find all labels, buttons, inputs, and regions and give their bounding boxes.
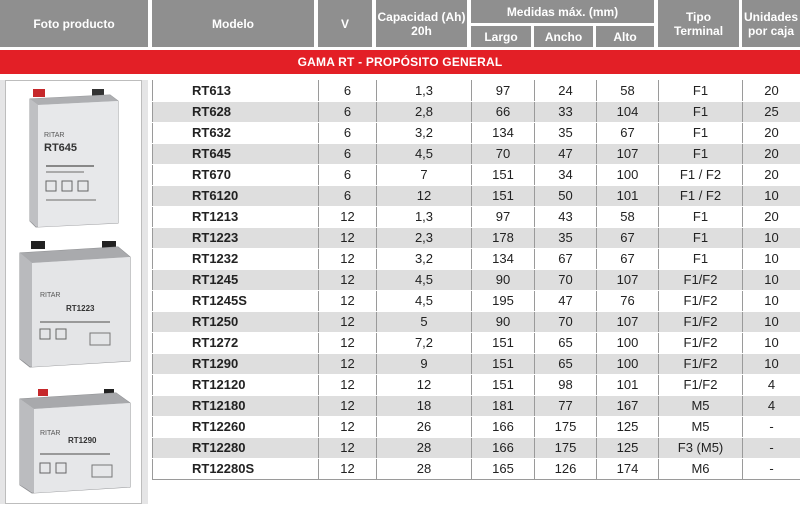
units-cell: 10 (743, 290, 800, 311)
units-cell: 25 (743, 101, 800, 122)
capacity-cell: 2,3 (377, 227, 472, 248)
model-cell: RT12280S (153, 458, 319, 479)
alto-cell: 107 (597, 269, 659, 290)
model-cell: RT628 (153, 101, 319, 122)
capacity-cell: 12 (377, 374, 472, 395)
terminal-cell: F1/F2 (659, 374, 743, 395)
units-cell: - (743, 416, 800, 437)
table-row (153, 332, 800, 353)
table-row (153, 311, 800, 332)
header-dims (471, 0, 654, 23)
largo-cell: 166 (472, 437, 535, 458)
terminal-cell: F1 / F2 (659, 164, 743, 185)
model-cell: RT1245 (153, 269, 319, 290)
table-row (153, 185, 800, 206)
ancho-cell: 98 (535, 374, 597, 395)
voltage-cell: 12 (319, 416, 377, 437)
table-row (153, 164, 800, 185)
model-cell: RT1232 (153, 248, 319, 269)
terminal-cell: F1 (659, 101, 743, 122)
header-model (152, 0, 314, 47)
units-cell: 20 (743, 122, 800, 143)
capacity-cell: 2,8 (377, 101, 472, 122)
model-cell: RT6120 (153, 185, 319, 206)
ancho-cell: 70 (535, 311, 597, 332)
capacity-cell: 1,3 (377, 206, 472, 227)
header-ancho-label: Ancho (544, 29, 583, 44)
units-cell: 4 (743, 395, 800, 416)
capacity-cell: 9 (377, 353, 472, 374)
voltage-cell: 12 (319, 269, 377, 290)
model-cell: RT613 (153, 80, 319, 101)
table-row (153, 437, 800, 458)
alto-cell: 58 (597, 80, 659, 101)
terminal-cell: M6 (659, 458, 743, 479)
table-row (153, 248, 800, 269)
voltage-cell: 12 (319, 332, 377, 353)
capacity-cell: 26 (377, 416, 472, 437)
voltage-cell: 12 (319, 290, 377, 311)
voltage-cell: 12 (319, 353, 377, 374)
table-row (153, 374, 800, 395)
header-photo-label: Foto producto (33, 16, 115, 31)
alto-cell: 167 (597, 395, 659, 416)
ancho-cell: 35 (535, 122, 597, 143)
terminal-cell: F1/F2 (659, 311, 743, 332)
largo-cell: 151 (472, 164, 535, 185)
ancho-cell: 67 (535, 248, 597, 269)
svg-text:RITAR: RITAR (44, 132, 65, 139)
capacity-cell: 3,2 (377, 122, 472, 143)
largo-cell: 151 (472, 185, 535, 206)
alto-cell: 67 (597, 227, 659, 248)
header-dims-label: Medidas máx. (mm) (506, 4, 619, 19)
alto-cell: 100 (597, 332, 659, 353)
units-cell: 20 (743, 164, 800, 185)
ancho-cell: 24 (535, 80, 597, 101)
ancho-cell: 175 (535, 416, 597, 437)
alto-cell: 107 (597, 311, 659, 332)
terminal-cell: F1/F2 (659, 332, 743, 353)
table-row (153, 290, 800, 311)
ancho-cell: 70 (535, 269, 597, 290)
header-voltage-label: V (340, 16, 349, 31)
voltage-cell: 12 (319, 311, 377, 332)
voltage-cell: 6 (319, 122, 377, 143)
svg-text:RT1223: RT1223 (66, 304, 95, 313)
units-cell: 10 (743, 311, 800, 332)
battery-image-rt1223 (6, 233, 141, 383)
header-terminal-label: Tipo Terminal (673, 9, 724, 38)
largo-cell: 134 (472, 122, 535, 143)
photo-column (0, 80, 148, 504)
ancho-cell: 50 (535, 185, 597, 206)
units-cell: 10 (743, 248, 800, 269)
terminal-cell: F3 (M5) (659, 437, 743, 458)
model-cell: RT1250 (153, 311, 319, 332)
alto-cell: 125 (597, 437, 659, 458)
units-cell: 4 (743, 374, 800, 395)
table-row (153, 227, 800, 248)
voltage-cell: 12 (319, 395, 377, 416)
units-cell: 20 (743, 80, 800, 101)
voltage-cell: 6 (319, 101, 377, 122)
units-cell: 10 (743, 269, 800, 290)
table-row (153, 206, 800, 227)
ancho-cell: 47 (535, 143, 597, 164)
voltage-cell: 12 (319, 206, 377, 227)
header-terminal (658, 0, 739, 47)
units-cell: 20 (743, 206, 800, 227)
terminal-cell: F1 / F2 (659, 185, 743, 206)
voltage-cell: 6 (319, 164, 377, 185)
alto-cell: 104 (597, 101, 659, 122)
battery-image-rt1290 (6, 383, 141, 503)
capacity-cell: 4,5 (377, 143, 472, 164)
ancho-cell: 43 (535, 206, 597, 227)
ancho-cell: 77 (535, 395, 597, 416)
largo-cell: 166 (472, 416, 535, 437)
model-cell: RT670 (153, 164, 319, 185)
header-capacity (376, 0, 467, 47)
table-row (153, 458, 800, 479)
terminal-cell: F1 (659, 143, 743, 164)
alto-cell: 100 (597, 353, 659, 374)
ancho-cell: 34 (535, 164, 597, 185)
alto-cell: 107 (597, 143, 659, 164)
table-row (153, 416, 800, 437)
header-units (742, 0, 800, 47)
terminal-cell: F1/F2 (659, 290, 743, 311)
terminal-cell: F1 (659, 248, 743, 269)
alto-cell: 58 (597, 206, 659, 227)
ancho-cell: 175 (535, 437, 597, 458)
voltage-cell: 12 (319, 437, 377, 458)
terminal-cell: F1/F2 (659, 269, 743, 290)
terminal-cell: M5 (659, 416, 743, 437)
units-cell: - (743, 437, 800, 458)
ancho-cell: 33 (535, 101, 597, 122)
model-cell: RT12260 (153, 416, 319, 437)
terminal-cell: F1 (659, 206, 743, 227)
terminal-cell: F1 (659, 80, 743, 101)
battery-table (152, 80, 800, 480)
header-alto (596, 26, 654, 47)
table-row (153, 395, 800, 416)
largo-cell: 97 (472, 206, 535, 227)
model-cell: RT12120 (153, 374, 319, 395)
alto-cell: 67 (597, 248, 659, 269)
largo-cell: 90 (472, 311, 535, 332)
alto-cell: 101 (597, 374, 659, 395)
largo-cell: 178 (472, 227, 535, 248)
voltage-cell: 6 (319, 80, 377, 101)
capacity-cell: 28 (377, 437, 472, 458)
header-largo (471, 26, 531, 47)
units-cell: 10 (743, 227, 800, 248)
header-units-label: Unidades por caja (743, 9, 798, 38)
terminal-cell: M5 (659, 395, 743, 416)
table-row (153, 353, 800, 374)
voltage-cell: 12 (319, 458, 377, 479)
section-banner (0, 50, 800, 74)
capacity-cell: 18 (377, 395, 472, 416)
voltage-cell: 6 (319, 143, 377, 164)
capacity-cell: 28 (377, 458, 472, 479)
model-cell: RT645 (153, 143, 319, 164)
capacity-cell: 1,3 (377, 80, 472, 101)
voltage-cell: 6 (319, 185, 377, 206)
table-row (153, 122, 800, 143)
terminal-cell: F1/F2 (659, 353, 743, 374)
largo-cell: 181 (472, 395, 535, 416)
model-cell: RT12180 (153, 395, 319, 416)
section-banner-label: GAMA RT - PROPÓSITO GENERAL (297, 55, 503, 69)
units-cell: 10 (743, 185, 800, 206)
photo-box (5, 80, 142, 504)
units-cell: 20 (743, 143, 800, 164)
units-cell: - (743, 458, 800, 479)
header-alto-label: Alto (613, 29, 637, 44)
model-cell: RT1272 (153, 332, 319, 353)
model-cell: RT1290 (153, 353, 319, 374)
svg-text:RITAR: RITAR (40, 430, 61, 437)
alto-cell: 100 (597, 164, 659, 185)
model-cell: RT12280 (153, 437, 319, 458)
largo-cell: 165 (472, 458, 535, 479)
alto-cell: 125 (597, 416, 659, 437)
largo-cell: 66 (472, 101, 535, 122)
terminal-cell: F1 (659, 122, 743, 143)
ancho-cell: 65 (535, 332, 597, 353)
header-largo-label: Largo (484, 29, 518, 44)
ancho-cell: 35 (535, 227, 597, 248)
header-model-label: Modelo (212, 16, 254, 31)
svg-text:RITAR: RITAR (40, 292, 61, 299)
alto-cell: 76 (597, 290, 659, 311)
terminal-cell: F1 (659, 227, 743, 248)
model-cell: RT1223 (153, 227, 319, 248)
svg-text:RT645: RT645 (44, 142, 78, 154)
svg-text:RT1290: RT1290 (68, 436, 97, 445)
table-row (153, 143, 800, 164)
largo-cell: 97 (472, 80, 535, 101)
capacity-cell: 7,2 (377, 332, 472, 353)
model-cell: RT632 (153, 122, 319, 143)
header-photo (0, 0, 148, 47)
table-row (153, 80, 800, 101)
ancho-cell: 47 (535, 290, 597, 311)
capacity-cell: 12 (377, 185, 472, 206)
header-ancho (534, 26, 593, 47)
ancho-cell: 65 (535, 353, 597, 374)
largo-cell: 151 (472, 374, 535, 395)
largo-cell: 151 (472, 353, 535, 374)
capacity-cell: 4,5 (377, 269, 472, 290)
alto-cell: 174 (597, 458, 659, 479)
largo-cell: 134 (472, 248, 535, 269)
voltage-cell: 12 (319, 374, 377, 395)
alto-cell: 101 (597, 185, 659, 206)
units-cell: 10 (743, 353, 800, 374)
largo-cell: 195 (472, 290, 535, 311)
capacity-cell: 7 (377, 164, 472, 185)
header-voltage (318, 0, 372, 47)
table-row (153, 101, 800, 122)
voltage-cell: 12 (319, 227, 377, 248)
ancho-cell: 126 (535, 458, 597, 479)
table-row (153, 269, 800, 290)
header-capacity-label: Capacidad (Ah) 20h (377, 9, 466, 38)
model-cell: RT1213 (153, 206, 319, 227)
largo-cell: 90 (472, 269, 535, 290)
capacity-cell: 3,2 (377, 248, 472, 269)
capacity-cell: 4,5 (377, 290, 472, 311)
voltage-cell: 12 (319, 248, 377, 269)
largo-cell: 151 (472, 332, 535, 353)
capacity-cell: 5 (377, 311, 472, 332)
model-cell: RT1245S (153, 290, 319, 311)
units-cell: 10 (743, 332, 800, 353)
largo-cell: 70 (472, 143, 535, 164)
battery-image-rt645 (6, 85, 141, 235)
alto-cell: 67 (597, 122, 659, 143)
